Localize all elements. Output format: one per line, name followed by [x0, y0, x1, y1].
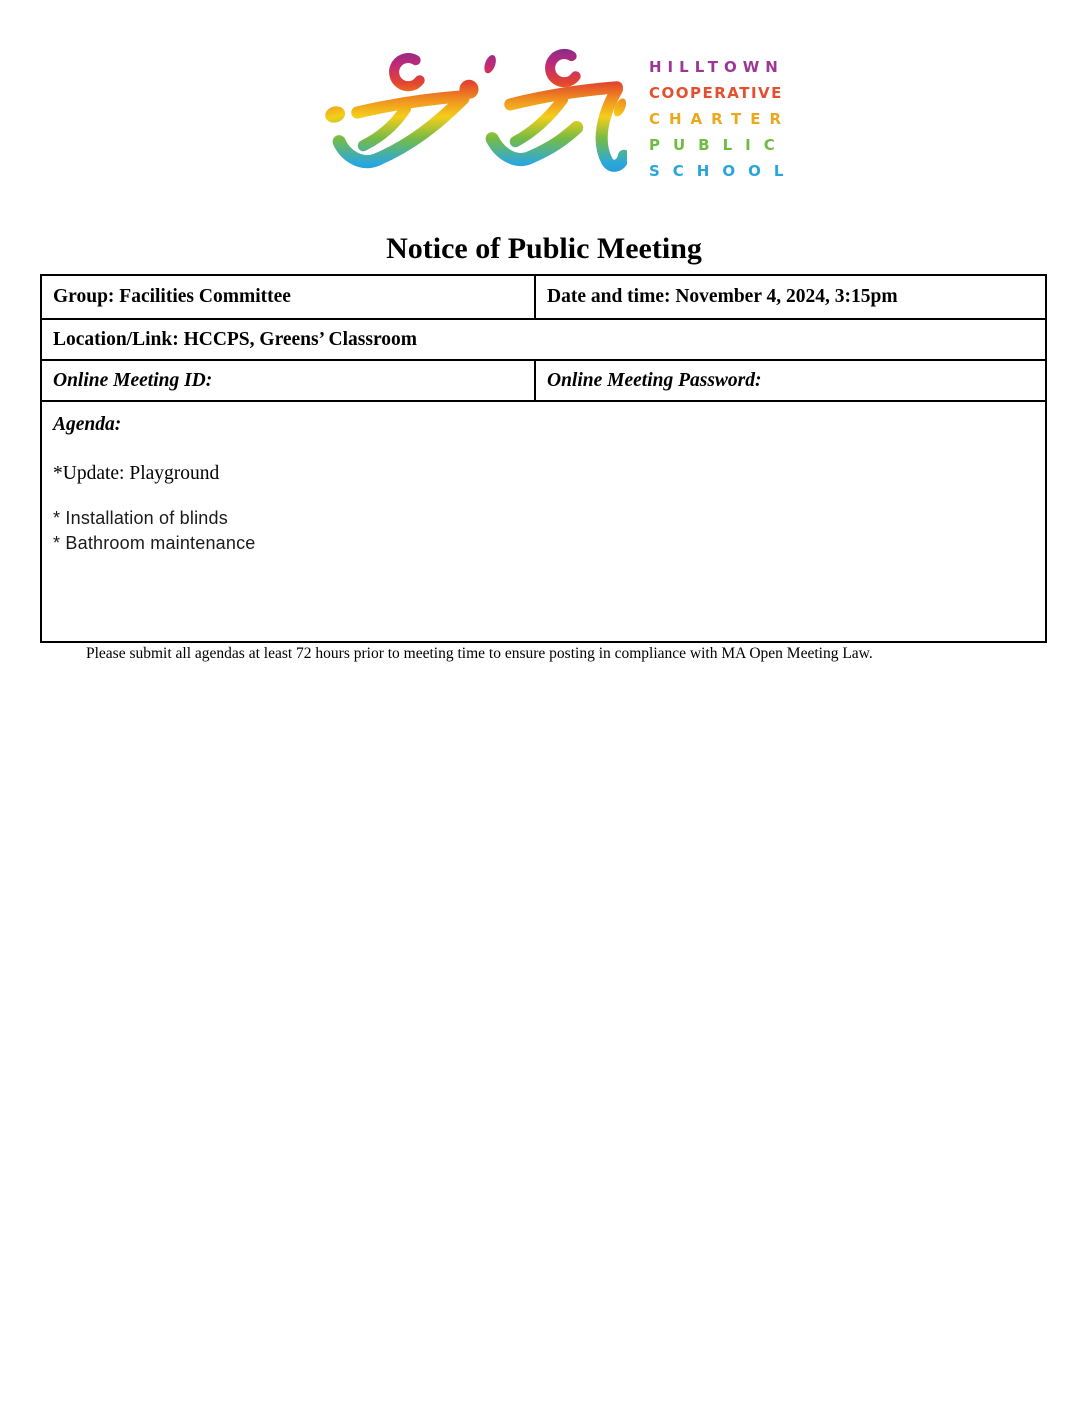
agenda-label: Agenda: [53, 414, 122, 435]
location-cell: Location/Link: HCCPS, Greens’ Classroom [42, 320, 1045, 361]
dancing-figures-logo-icon [315, 46, 627, 182]
online-meeting-password-cell: Online Meeting Password: [536, 361, 1045, 402]
wordmark-line-school: SCHOOL [649, 162, 797, 180]
date-time-cell: Date and time: November 4, 2024, 3:15pm [536, 276, 1045, 320]
agenda-item-blinds: * Installation of blinds [53, 508, 228, 528]
school-wordmark [649, 46, 796, 184]
agenda-item-list [53, 506, 1034, 555]
wordmark-line-hilltown: HILLTOWN [649, 58, 784, 76]
meeting-notice-table [40, 274, 1047, 643]
page-title: Notice of Public Meeting [386, 232, 702, 265]
agenda-item-bathroom: * Bathroom maintenance [53, 532, 256, 553]
online-meeting-id-cell: Online Meeting ID: [42, 361, 536, 402]
agenda-cell [42, 402, 1045, 641]
wordmark-line-cooperative: COOPERATIVE [649, 84, 783, 102]
compliance-note: Please submit all agendas at least 72 hours prior to meeting time to ensure posting in compliance with MA Open Meeting Law. [86, 645, 873, 662]
wordmark-line-public: PUBLIC [649, 136, 788, 154]
school-logo [315, 46, 796, 184]
agenda-item-update: *Update: Playground [53, 463, 220, 484]
group-cell: Group: Facilities Committee [42, 276, 536, 320]
wordmark-line-charter: CHARTER [649, 110, 791, 128]
